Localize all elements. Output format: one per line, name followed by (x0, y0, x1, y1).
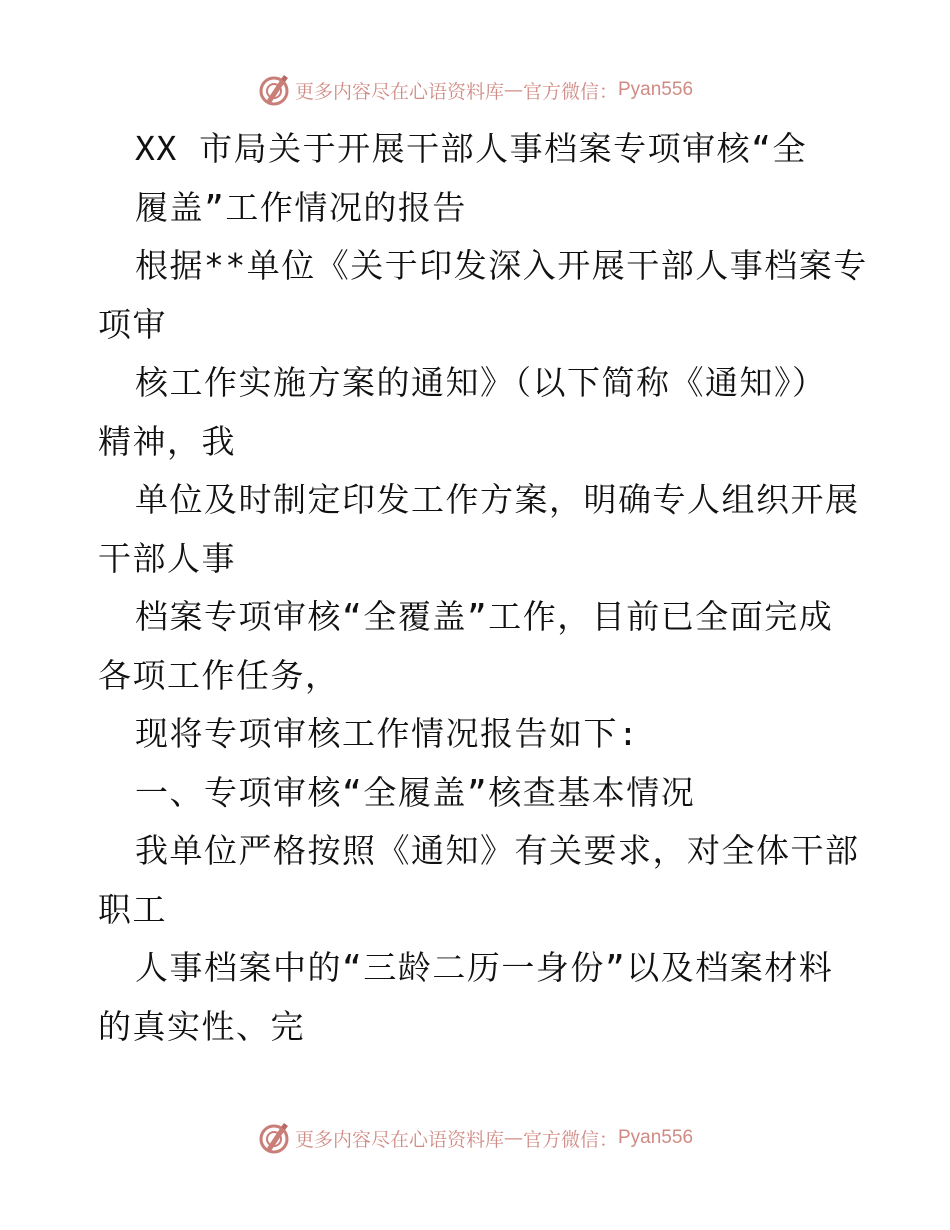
paragraph-line: 职工 (98, 889, 167, 929)
watermark-separator: — (503, 79, 523, 101)
watermark-title: 更多内容尽在心语资料库 (294, 1128, 504, 1151)
paragraph-line: 项审 (98, 304, 167, 344)
paragraph-line: 的真实性、完 (98, 1006, 305, 1046)
paragraph-line: 各项工作任务， (98, 655, 340, 695)
watermark-separator: — (503, 1127, 523, 1149)
watermark-wechat-label: 官方微信： (522, 80, 618, 103)
paragraph-line: 档案专项审核“全覆盖”工作，目前已全面完成 (135, 597, 834, 636)
paragraph-line: 单位及时制定印发工作方案，明确专人组织开展 (135, 480, 860, 519)
title-line-2: 履盖”工作情况的报告 (135, 187, 467, 227)
watermark-account: Pyan556 (618, 1127, 694, 1148)
paragraph-line: 核工作实施方案的通知》（以下简称《通知》） (135, 363, 827, 402)
paragraph-line: 精神，我 (98, 421, 236, 461)
watermark-account: Pyan556 (618, 79, 694, 100)
paragraph-line: 现将专项审核工作情况报告如下: (135, 714, 640, 753)
watermark-wechat-label: 官方微信： (522, 1128, 618, 1151)
watermark-title: 更多内容尽在心语资料库 (294, 80, 504, 103)
paragraph-line: 我单位严格按照《通知》有关要求，对全体干部 (135, 831, 860, 870)
paragraph-line: 干部人事 (98, 538, 236, 578)
watermark-banner-bottom (0, 1118, 950, 1158)
watermark-content (257, 70, 693, 110)
section-heading: 一、专项审核“全履盖”核查基本情况 (135, 772, 696, 812)
paragraph-line: 人事档案中的“三龄二历一身份”以及档案材料 (135, 948, 834, 987)
pen-seal-icon (257, 73, 291, 107)
title-line-1: XX 市局关于开展干部人事档案专项审核“全 (135, 129, 807, 168)
paragraph-line: 根据**单位《关于印发深入开展干部人事档案专 (135, 246, 868, 285)
pen-seal-icon (257, 1121, 291, 1155)
document-body (98, 120, 868, 1056)
watermark-banner-top (0, 70, 950, 110)
watermark-content (257, 1118, 693, 1158)
